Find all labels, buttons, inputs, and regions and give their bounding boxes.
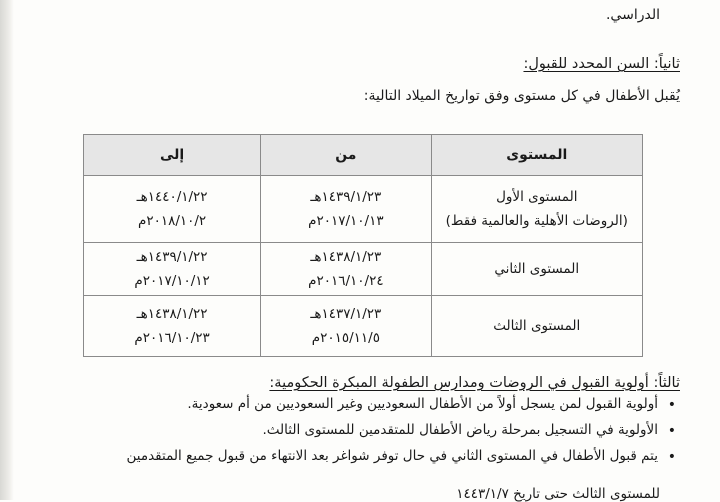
to-hijri: ١٤٤٠/١/٢٢هـ <box>136 189 208 205</box>
table-row <box>84 296 643 357</box>
bullet-icon: • <box>667 423 676 439</box>
header-from: من <box>261 135 431 176</box>
level-cell <box>431 296 642 357</box>
level-name: المستوى الأول <box>496 189 578 205</box>
level-note: (الروضات الأهلية والعالمية فقط) <box>445 213 628 229</box>
bullet-text: الأولوية في التسجيل بمرحلة رياض الأطفال للمتقدمين للمستوى الثالث. <box>262 422 658 438</box>
from-cell <box>261 296 431 357</box>
birthdate-table <box>83 134 643 357</box>
page-edge-shadow <box>0 0 14 500</box>
bullet-text: أولوية القبول لمن يسجل أولاً من الأطفال السعوديين وغير السعوديين من أم سعودية. <box>187 396 658 412</box>
from-gregorian: ٢٠١٧/١٠/١٣م <box>308 213 384 229</box>
from-hijri: ١٤٣٨/١/٢٣هـ <box>310 249 382 265</box>
header-level: المستوى <box>431 135 642 176</box>
to-hijri: ١٤٣٩/١/٢٢هـ <box>136 249 208 265</box>
to-gregorian: ٢٠١٧/١٠/١٢م <box>134 273 210 289</box>
list-item <box>30 448 680 464</box>
section2-paragraph: يُقبل الأطفال في كل مستوى وفق تواريخ الميلاد التالية: <box>363 88 680 104</box>
level-name: المستوى الثاني <box>494 261 580 277</box>
to-hijri: ١٤٣٨/١/٢٢هـ <box>136 306 208 322</box>
priority-bullet-list <box>30 396 680 474</box>
level-cell <box>431 243 642 296</box>
from-hijri: ١٤٣٧/١/٢٣هـ <box>310 306 382 322</box>
table-row <box>84 176 643 243</box>
to-cell <box>84 296 261 357</box>
section3-heading: ثالثاً: أولوية القبول في الروضات ومدارس الطفولة المبكرة الحكومية: <box>269 375 680 391</box>
level-cell <box>431 176 642 243</box>
list-item <box>30 396 680 412</box>
from-hijri: ١٤٣٩/١/٢٣هـ <box>310 189 382 205</box>
list-item <box>30 422 680 438</box>
header-to: إلى <box>84 135 261 176</box>
bullet-continuation-text: للمستوى الثالث حتى تاريخ ١٤٤٣/١/٧ <box>456 486 660 502</box>
from-gregorian: ٢٠١٥/١١/٥م <box>311 330 380 346</box>
intro-tail-text: الدراسي. <box>605 7 660 23</box>
bullet-icon: • <box>667 449 676 465</box>
bullet-icon: • <box>667 397 676 413</box>
section2-heading: ثانياً: السن المحدد للقبول: <box>523 56 680 72</box>
to-gregorian: ٢٠١٨/١٠/٢م <box>137 213 207 229</box>
to-cell <box>84 243 261 296</box>
to-cell <box>84 176 261 243</box>
from-gregorian: ٢٠١٦/١٠/٢٤م <box>308 273 384 289</box>
table-row <box>84 243 643 296</box>
from-cell <box>261 176 431 243</box>
bullet-text: يتم قبول الأطفال في المستوى الثاني في حال توفر شواغر بعد الانتهاء من قبول جميع المتقدمين <box>126 448 658 464</box>
from-cell <box>261 243 431 296</box>
to-gregorian: ٢٠١٦/١٠/٢٣م <box>134 330 210 346</box>
level-name: المستوى الثالث <box>493 318 581 334</box>
table-header-row <box>84 135 643 176</box>
